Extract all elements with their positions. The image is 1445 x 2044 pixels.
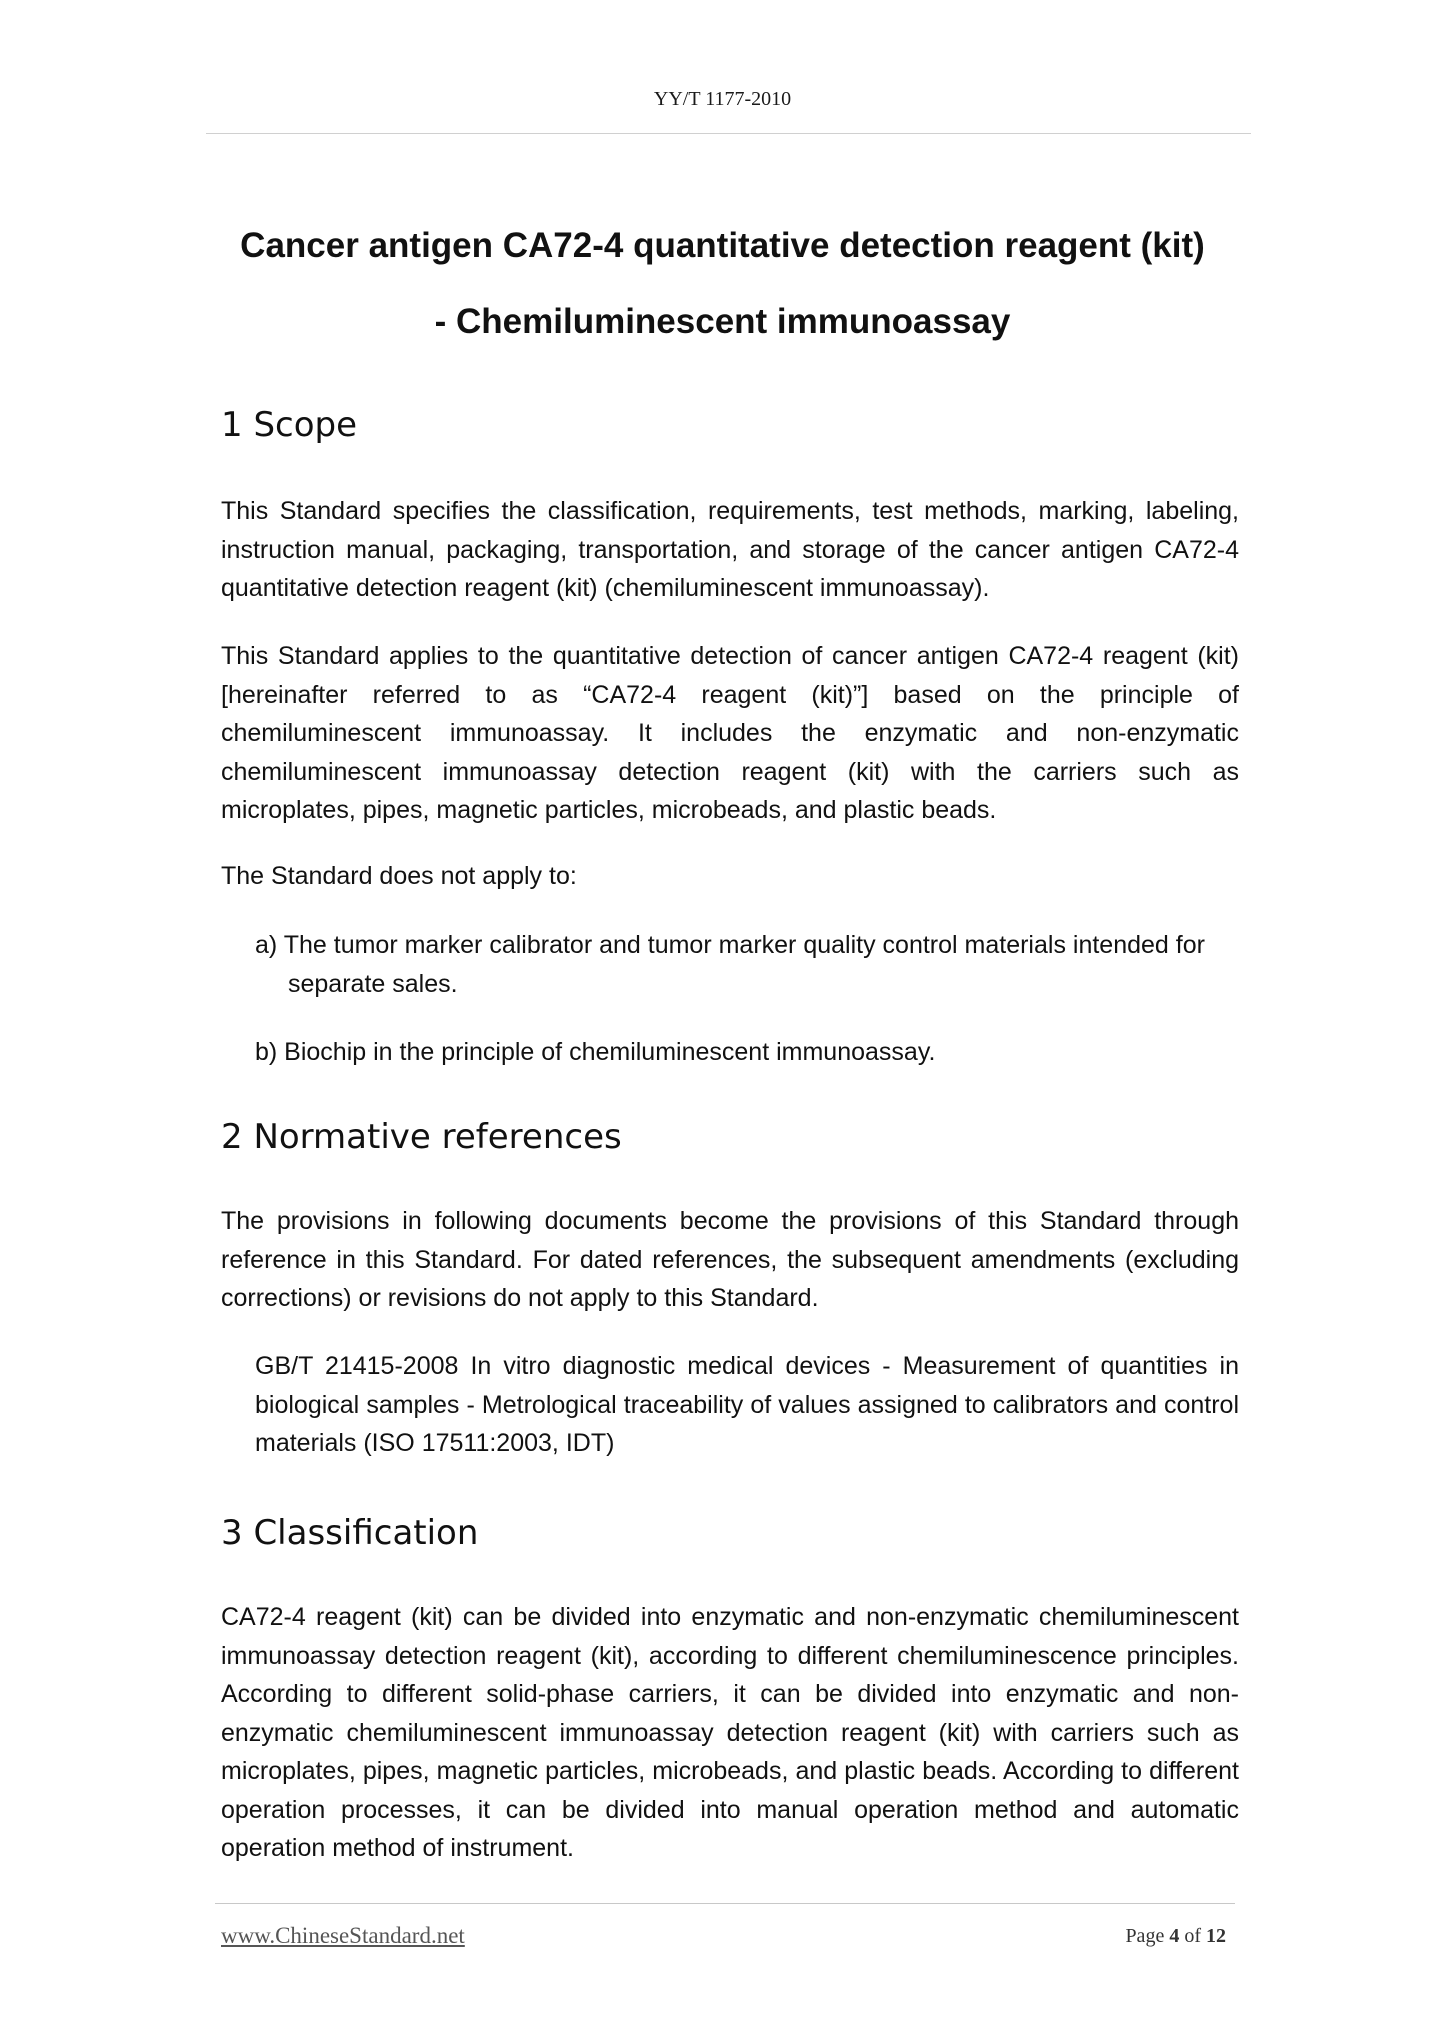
header-doc-code: YY/T 1177-2010 bbox=[653, 88, 792, 110]
section-heading-normative-references: 2 Normative references bbox=[221, 1117, 622, 1157]
scope-paragraph-1: This Standard specifies the classification, requirements, test methods, marking, labeling, instruction manual, packaging, transportation, and storage of the cancer antigen CA72-4 quantitative detection reagent (kit) (chemiluminescent immunoassay). bbox=[221, 497, 1239, 602]
footer-page-number bbox=[1125, 1925, 1226, 1948]
scope-paragraph-2: This Standard applies to the quantitative detection of cancer antigen CA72-4 reagent (kit) [hereinafter referred to as “CA72-4 reagent (kit)”] based on the principle of chemiluminescent immunoassay. It includes the enzymatic and non-enzymatic chemiluminescent immunoassay detection reagent (kit) with the carriers such as microplates, pipes, magnetic particles, microbeads, and plastic beads. bbox=[221, 642, 1239, 824]
page-total: 12 bbox=[1206, 1925, 1226, 1947]
section-heading-scope: 1 Scope bbox=[221, 405, 358, 445]
document-title-line2: - Chemiluminescent immunoassay bbox=[434, 302, 1011, 341]
footer-website-link[interactable]: www.ChineseStandard.net bbox=[221, 1923, 465, 1948]
normative-reference-gbt21415: GB/T 21415-2008 In vitro diagnostic medical devices - Measurement of quantities in biological samples - Metrological traceability of values assigned to calibrators and control materials (ISO 17511:2003, IDT) bbox=[255, 1352, 1239, 1457]
normative-paragraph-1: The provisions in following documents become the provisions of this Standard through reference in this Standard. For dated references, the subsequent amendments (excluding corrections) or revisions do not apply to this Standard. bbox=[221, 1207, 1239, 1312]
scope-list-item-b: b) Biochip in the principle of chemiluminescent immunoassay. bbox=[255, 1038, 936, 1066]
header-divider bbox=[206, 133, 1251, 134]
page-current: 4 bbox=[1169, 1925, 1180, 1947]
section-heading-classification: 3 Classification bbox=[221, 1513, 479, 1553]
page-prefix: Page bbox=[1125, 1925, 1165, 1947]
footer-divider bbox=[215, 1903, 1235, 1904]
scope-paragraph-3: The Standard does not apply to: bbox=[221, 862, 577, 890]
document-title-line1: Cancer antigen CA72-4 quantitative detection reagent (kit) bbox=[240, 226, 1205, 265]
scope-list-item-a: a) The tumor marker calibrator and tumor marker quality control materials intended for separate sales. bbox=[255, 931, 1205, 998]
page-of: of bbox=[1184, 1925, 1201, 1947]
classification-paragraph-1: CA72-4 reagent (kit) can be divided into enzymatic and non-enzymatic chemiluminescent immunoassay detection reagent (kit), according to different chemiluminescence principles. According to different solid-phase carriers, it can be divided into enzymatic and non-enzymatic chemiluminescent immunoassay detection reagent (kit) with carriers such as microplates, pipes, magnetic particles, microbeads, and plastic beads. According to different operation processes, it can be divided into manual operation method and automatic operation method of instrument. bbox=[221, 1603, 1239, 1862]
